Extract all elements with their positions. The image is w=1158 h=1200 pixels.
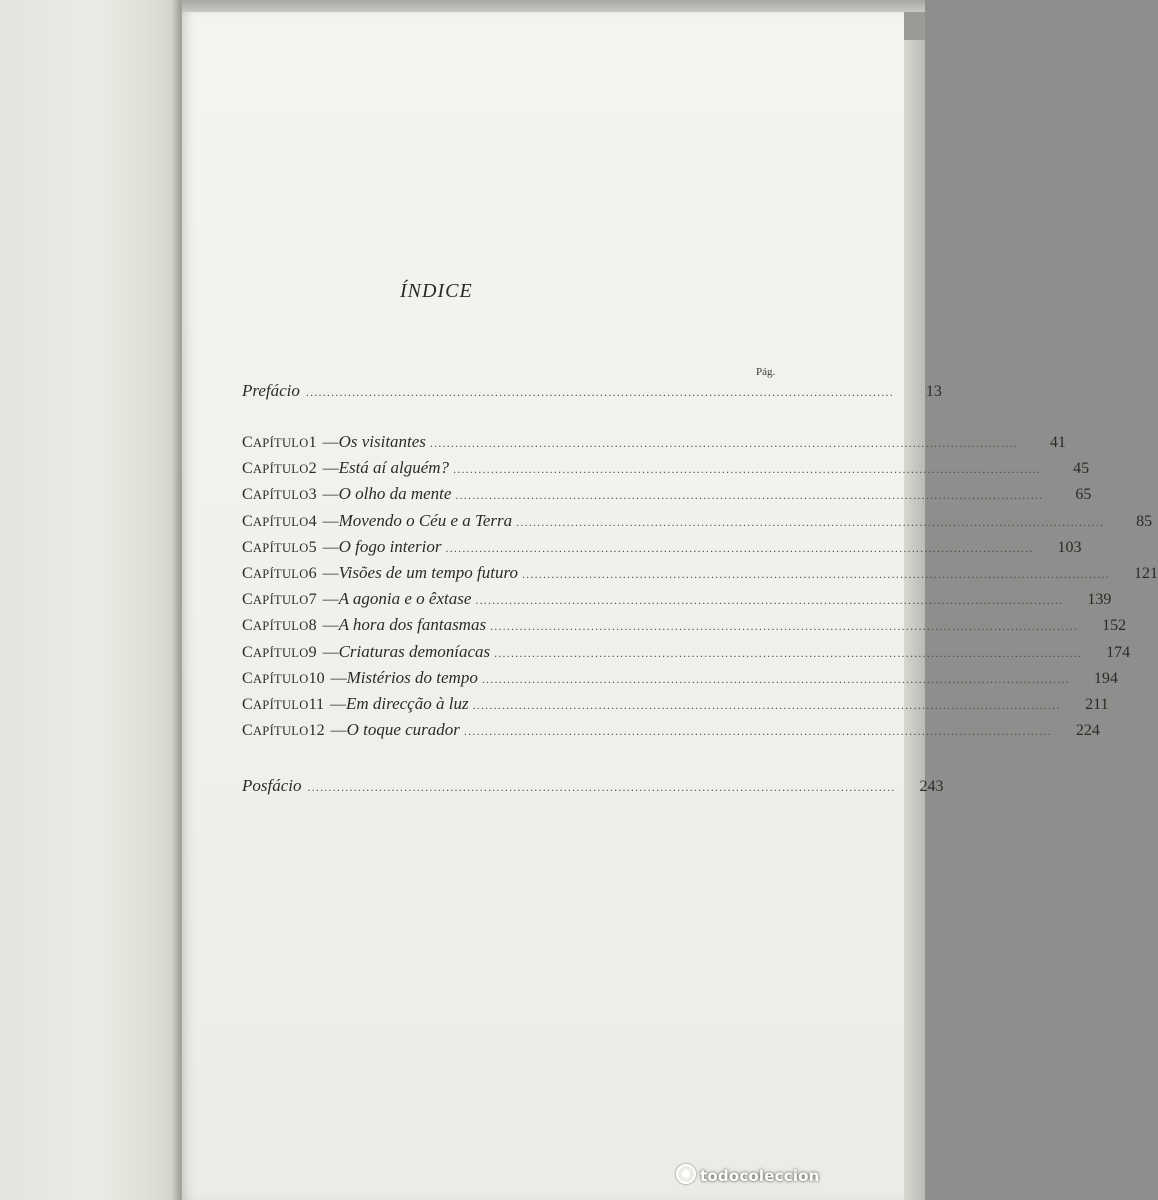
- chapter-page: 211: [1085, 696, 1109, 713]
- chapter-dash: —: [322, 538, 339, 556]
- chapter-page: 174: [1106, 643, 1131, 661]
- postface-title: Posfácio: [242, 776, 302, 795]
- chapter-word: CAPÍTULO: [242, 434, 309, 451]
- toc-row-chapter: [242, 484, 1092, 510]
- chapter-number: 1: [308, 434, 317, 451]
- dot-leader: ............................................................................................................................................: [516, 514, 1105, 529]
- chapter-page: 103: [1057, 538, 1082, 556]
- chapter-title: Em direcção à luz: [345, 694, 469, 713]
- chapter-title: Movendo o Céu e a Terra: [338, 510, 513, 530]
- chapter-title: O toque curador: [346, 720, 460, 740]
- chapter-number: 6: [308, 565, 317, 582]
- chapter-dash: —: [322, 460, 339, 478]
- chapter-dash: —: [322, 591, 339, 609]
- chapter-title: A hora dos fantasmas: [338, 615, 487, 635]
- chapter-number: 2: [308, 460, 317, 478]
- chapter-dash: —: [330, 722, 347, 740]
- dot-leader: ............................................................................................................................................: [494, 645, 1083, 660]
- chapter-word: CAPÍTULO: [242, 696, 309, 713]
- chapter-word: CAPÍTULO: [242, 512, 309, 530]
- chapter-word: CAPÍTULO: [242, 565, 309, 582]
- toc-row-preface: [242, 381, 942, 407]
- chapter-number: 8: [308, 617, 317, 635]
- dot-leader: ............................................................................................................................................: [472, 698, 1061, 712]
- chapter-page: 45: [1073, 460, 1090, 478]
- chapter-title: Os visitantes: [338, 432, 426, 451]
- dot-leader: ............................................................................................................................................: [521, 567, 1110, 581]
- chapter-number: 12: [308, 722, 325, 740]
- toc-title: ÍNDICE: [400, 280, 473, 302]
- dot-leader: ............................................................................................................................................: [453, 462, 1042, 477]
- chapter-number: 3: [308, 486, 317, 504]
- chapter-number: 11: [308, 696, 324, 713]
- chapter-dash: —: [329, 696, 346, 713]
- dot-leader: ............................................................................................................................................: [475, 593, 1064, 608]
- toc-row-chapter: [242, 694, 1109, 720]
- chapter-dash: —: [322, 486, 339, 504]
- chapter-number: 9: [308, 643, 317, 661]
- todocoleccion-logo-icon: [676, 1164, 696, 1184]
- chapter-page: 152: [1102, 617, 1127, 635]
- toc-row-chapter: [242, 510, 1153, 537]
- toc-row-postface: [242, 776, 944, 802]
- toc-row-chapter: [242, 458, 1090, 484]
- dot-leader: ............................................................................................................................................: [307, 780, 896, 794]
- toc-row-chapter: [242, 720, 1100, 746]
- chapter-word: CAPÍTULO: [242, 617, 309, 635]
- toc-row-chapter: [242, 641, 1131, 668]
- chapter-title: Visões de um tempo futuro: [338, 563, 518, 582]
- toc-row-chapter: [242, 536, 1082, 563]
- chapter-number: 5: [308, 538, 317, 556]
- dot-leader: ............................................................................................................................................: [429, 436, 1018, 450]
- chapter-word: CAPÍTULO: [242, 591, 309, 609]
- chapter-dash: —: [330, 669, 347, 687]
- toc-row-chapter: [242, 589, 1112, 615]
- preface-page: 13: [925, 383, 942, 400]
- chapter-title: Está aí alguém?: [338, 458, 450, 478]
- chapter-word: CAPÍTULO: [242, 669, 309, 687]
- chapter-word: CAPÍTULO: [242, 538, 309, 556]
- postface-page: 243: [919, 778, 944, 795]
- chapter-dash: —: [322, 565, 339, 582]
- chapter-title: A agonia e o êxtase: [338, 589, 472, 609]
- chapter-dash: —: [322, 643, 339, 661]
- chapter-title: Criaturas demoníacas: [338, 641, 491, 661]
- chapter-number: 7: [308, 591, 317, 609]
- watermark-text: todocoleccion: [700, 1167, 820, 1185]
- chapter-page: 224: [1075, 722, 1100, 740]
- watermark: [676, 1164, 820, 1185]
- chapter-dash: —: [322, 512, 339, 530]
- chapter-number: 4: [308, 512, 317, 530]
- chapter-dash: —: [322, 617, 339, 635]
- chapter-title: Mistérios do tempo: [346, 667, 478, 687]
- page-column-label: Pág.: [756, 366, 776, 378]
- dot-leader: ............................................................................................................................................: [481, 671, 1070, 686]
- toc-row-chapter: [242, 563, 1158, 589]
- toc-row-chapter: [242, 667, 1118, 694]
- chapter-title: O olho da mente: [338, 484, 452, 504]
- chapter-page: 139: [1087, 591, 1112, 609]
- chapter-page: 65: [1075, 486, 1092, 504]
- dot-leader: ............................................................................................................................................: [490, 619, 1079, 634]
- chapter-page: 194: [1093, 669, 1118, 687]
- preface-title: Prefácio: [242, 381, 300, 400]
- chapter-page: 85: [1136, 512, 1153, 530]
- chapter-word: CAPÍTULO: [242, 643, 309, 661]
- toc-row-chapter: [242, 432, 1066, 458]
- chapter-title: O fogo interior: [338, 536, 442, 556]
- chapter-word: CAPÍTULO: [242, 460, 309, 478]
- chapter-word: CAPÍTULO: [242, 722, 309, 740]
- toc-row-chapter: [242, 615, 1127, 641]
- chapter-dash: —: [322, 434, 339, 451]
- chapter-page: 41: [1049, 434, 1066, 451]
- chapter-word: CAPÍTULO: [242, 486, 309, 504]
- dot-leader: ............................................................................................................................................: [305, 385, 894, 399]
- chapter-number: 10: [308, 669, 325, 687]
- dot-leader: ............................................................................................................................................: [455, 488, 1044, 503]
- dot-leader: ............................................................................................................................................: [445, 540, 1034, 555]
- chapter-page: 121: [1133, 565, 1158, 582]
- dot-leader: ............................................................................................................................................: [463, 724, 1052, 739]
